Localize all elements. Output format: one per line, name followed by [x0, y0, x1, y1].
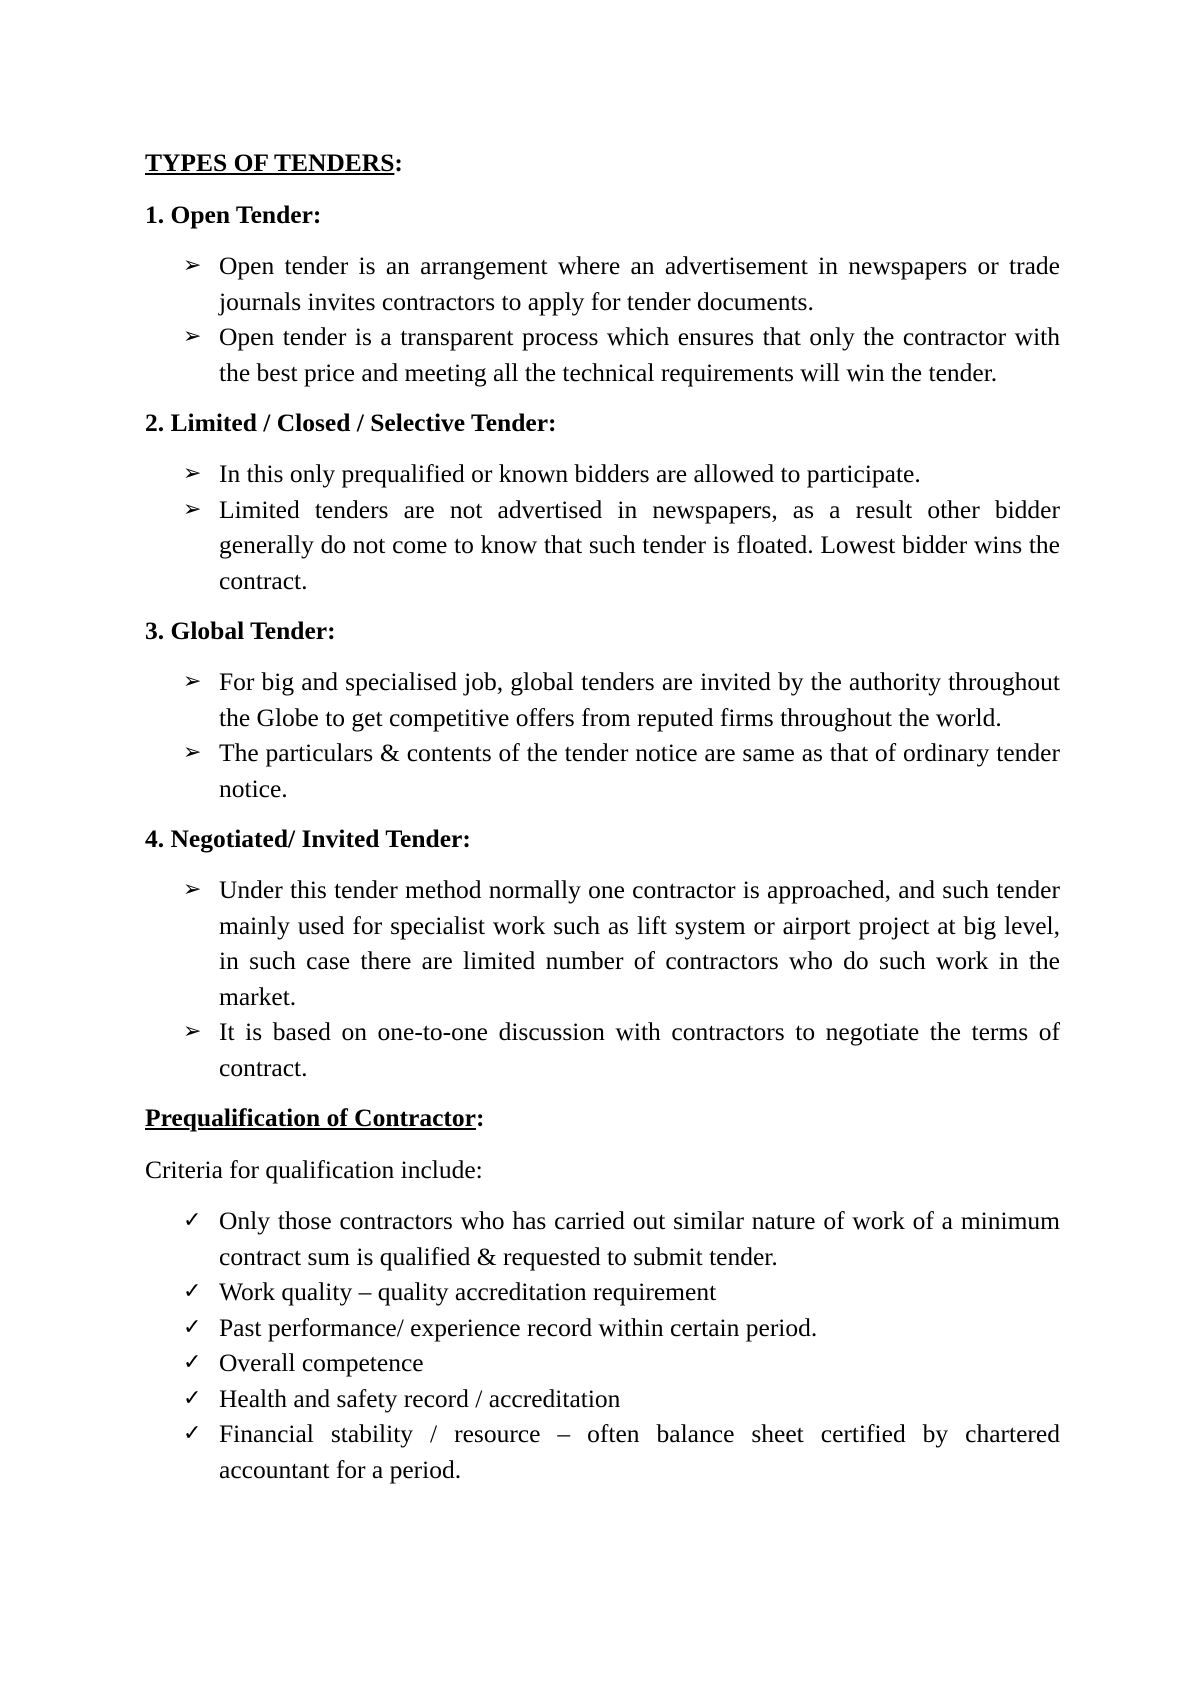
- list-item: [145, 735, 1060, 806]
- main-heading-suffix: :: [394, 148, 403, 177]
- arrowhead-bullet-icon: ➢: [183, 1019, 202, 1044]
- arrowhead-bullet-icon: ➢: [183, 461, 202, 486]
- section-global-tender: [145, 614, 1060, 806]
- list-item-text: Past performance/ experience record within certain period.: [219, 1312, 818, 1342]
- list-item: [145, 1203, 1060, 1274]
- list-item-text: The particulars & contents of the tender notice are same as that of ordinary tender notice.: [219, 738, 1060, 803]
- section-open-tender: [145, 198, 1060, 390]
- arrowhead-bullet-icon: ➢: [183, 496, 202, 522]
- main-heading-text: TYPES OF TENDERS: [145, 148, 395, 177]
- list-item: [145, 664, 1060, 735]
- list-item: [145, 1014, 1060, 1085]
- arrowhead-bullet-icon: ➢: [183, 669, 202, 694]
- prequalification-heading-text: Prequalification of Contractor: [145, 1103, 476, 1132]
- arrowhead-bullet-icon: ➢: [183, 253, 202, 278]
- list-item-text: Under this tender method normally one contractor is approached, and such tender mainly used for specialist work such as lift system or airport project at big level, in such case there are limited number of contractors who do such work in the market.: [219, 875, 1060, 1011]
- list-item: [145, 456, 1060, 492]
- bullet-list: [145, 872, 1060, 1085]
- section-title: 2. Limited / Closed / Selective Tender:: [145, 408, 557, 437]
- list-item: [145, 492, 1060, 599]
- criteria-list: [145, 1203, 1060, 1487]
- section-limited-tender: [145, 406, 1060, 598]
- arrowhead-bullet-icon: ➢: [183, 877, 202, 902]
- list-item-text: Health and safety record / accreditation: [219, 1383, 621, 1413]
- list-item-text: Financial stability / resource – often balance sheet certified by chartered accountant for a period.: [219, 1419, 1060, 1484]
- list-item: [145, 872, 1060, 1014]
- list-item: [145, 1310, 1060, 1346]
- list-item-text: For big and specialised job, global tenders are invited by the authority throughout the Globe to get competitive offers from reputed firms throughout the world.: [219, 667, 1060, 732]
- list-item-text: Limited tenders are not advertised in newspapers, as a result other bidder generally do not come to know that such tender is floated. Lowest bidder wins the contract.: [219, 494, 1060, 595]
- checkmark-bullet-icon: ✓: [183, 1279, 202, 1304]
- section-title: 1. Open Tender:: [145, 200, 322, 229]
- section-title: 4. Negotiated/ Invited Tender:: [145, 824, 471, 853]
- list-item: [145, 1274, 1060, 1310]
- checkmark-bullet-icon: ✓: [183, 1385, 202, 1411]
- list-item: [145, 1416, 1060, 1487]
- list-item-text: Overall competence: [219, 1348, 424, 1377]
- list-item-text: In this only prequalified or known bidders are allowed to participate.: [219, 459, 921, 488]
- arrowhead-bullet-icon: ➢: [183, 324, 202, 349]
- bullet-list: [145, 248, 1060, 390]
- prequalification-heading: [145, 1101, 1060, 1135]
- list-item: [145, 248, 1060, 319]
- list-item-text: Open tender is an arrangement where an advertisement in newspapers or trade journals invites contractors to apply for tender documents.: [219, 251, 1060, 316]
- section-negotiated-tender: [145, 822, 1060, 1085]
- prequalification-heading-suffix: :: [475, 1103, 485, 1132]
- list-item-text: Only those contractors who has carried out similar nature of work of a minimum contract sum is qualified & requested to submit tender.: [219, 1206, 1060, 1271]
- list-item-text: Work quality – quality accreditation requirement: [219, 1277, 717, 1306]
- list-item: [145, 1381, 1060, 1417]
- list-item: [145, 319, 1060, 390]
- checkmark-bullet-icon: ✓: [183, 1350, 202, 1375]
- bullet-list: [145, 456, 1060, 598]
- list-item: [145, 1345, 1060, 1381]
- checkmark-bullet-icon: ✓: [183, 1208, 202, 1233]
- main-heading: [145, 146, 1060, 180]
- criteria-intro: Criteria for qualification include:: [145, 1155, 483, 1184]
- arrowhead-bullet-icon: ➢: [183, 740, 202, 765]
- section-title: 3. Global Tender:: [145, 616, 336, 645]
- bullet-list: [145, 664, 1060, 806]
- list-item-text: Open tender is a transparent process which ensures that only the contractor with the best price and meeting all the technical requirements will win the tender.: [219, 322, 1060, 387]
- checkmark-bullet-icon: ✓: [183, 1421, 202, 1446]
- checkmark-bullet-icon: ✓: [183, 1314, 202, 1340]
- list-item-text: It is based on one-to-one discussion with contractors to negotiate the terms of contract.: [219, 1017, 1060, 1082]
- section-prequalification: [145, 1101, 1060, 1487]
- document-page: [145, 146, 1060, 1503]
